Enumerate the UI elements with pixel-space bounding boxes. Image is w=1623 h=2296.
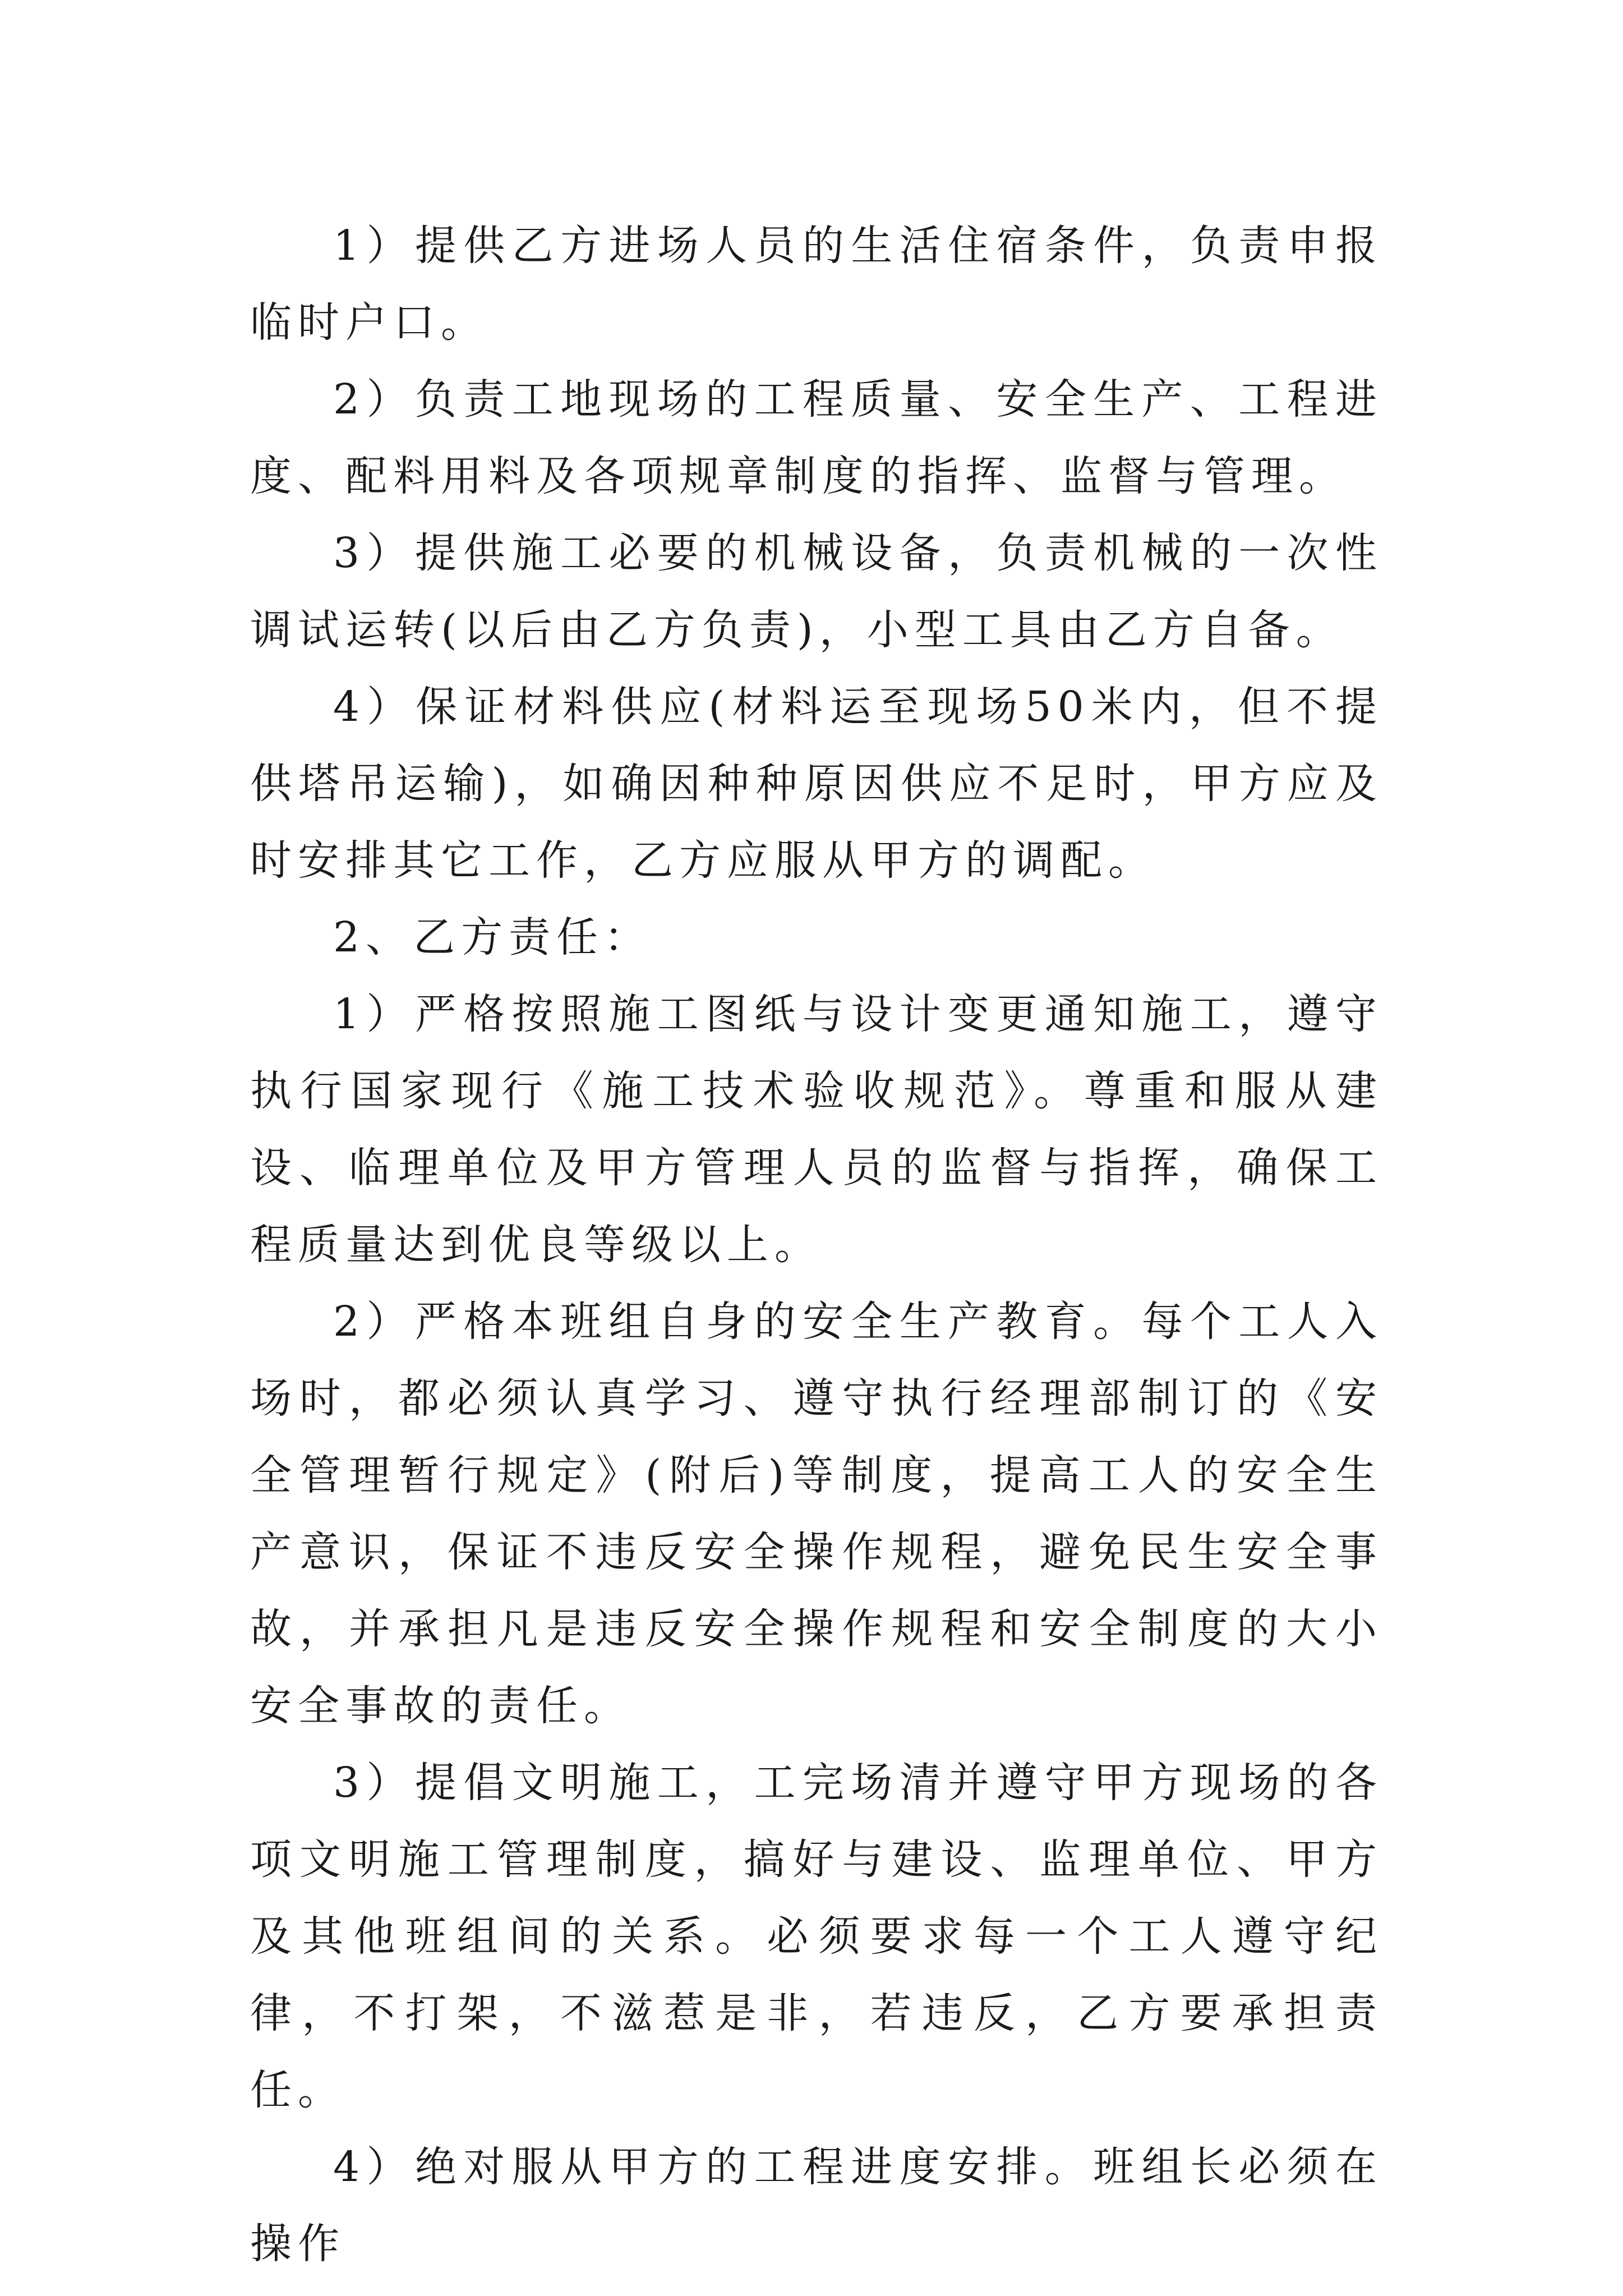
paragraph-party-b-duty-4: 4）绝对服从甲方的工程进度安排。班组长必须在操作 <box>250 2143 1383 2268</box>
paragraph-party-a-duty-4: 4）保证材料供应(材料运至现场50米内，但不提供塔吊运输)，如确因种种原因供应不足时，甲方应及时安排其它工作，乙方应服从甲方的调配。 <box>250 683 1383 885</box>
paragraph-party-a-duty-1: 1）提供乙方进场人员的生活住宿条件，负责申报临时户口。 <box>250 222 1383 347</box>
paragraph-party-b-duty-3: 3）提倡文明施工，工完场清并遵守甲方现场的各项文明施工管理制度，搞好与建设、监理单位、甲方及其他班组间的关系。必须要求每一个工人遵守纪律，不打架，不滋惹是非，若违反，乙方要承担责任。 <box>250 1759 1383 2114</box>
section-heading-party-b: 2、乙方责任： <box>333 913 652 961</box>
paragraph-party-b-duty-1: 1）严格按照施工图纸与设计变更通知施工，遵守执行国家现行《施工技术验收规范》。尊重和服从建设、临理单位及甲方管理人员的监督与指挥，确保工程质量达到优良等级以上。 <box>250 990 1383 1269</box>
paragraph-party-a-duty-3: 3）提供施工必要的机械设备，负责机械的一次性调试运转(以后由乙方负责)，小型工具由乙方自备。 <box>250 529 1383 654</box>
paragraph-party-a-duty-2: 2）负责工地现场的工程质量、安全生产、工程进度、配料用料及各项规章制度的指挥、监督与管理。 <box>250 375 1383 500</box>
document-body <box>250 208 1383 2283</box>
paragraph-party-b-duty-2: 2）严格本班组自身的安全生产教育。每个工人入场时，都必须认真学习、遵守执行经理部制订的《安全管理暂行规定》(附后)等制度，提高工人的安全生产意识，保证不违反安全操作规程，避免民生安全事故，并承担凡是违反安全操作规程和安全制度的大小安全事故的责任。 <box>250 1297 1383 1730</box>
